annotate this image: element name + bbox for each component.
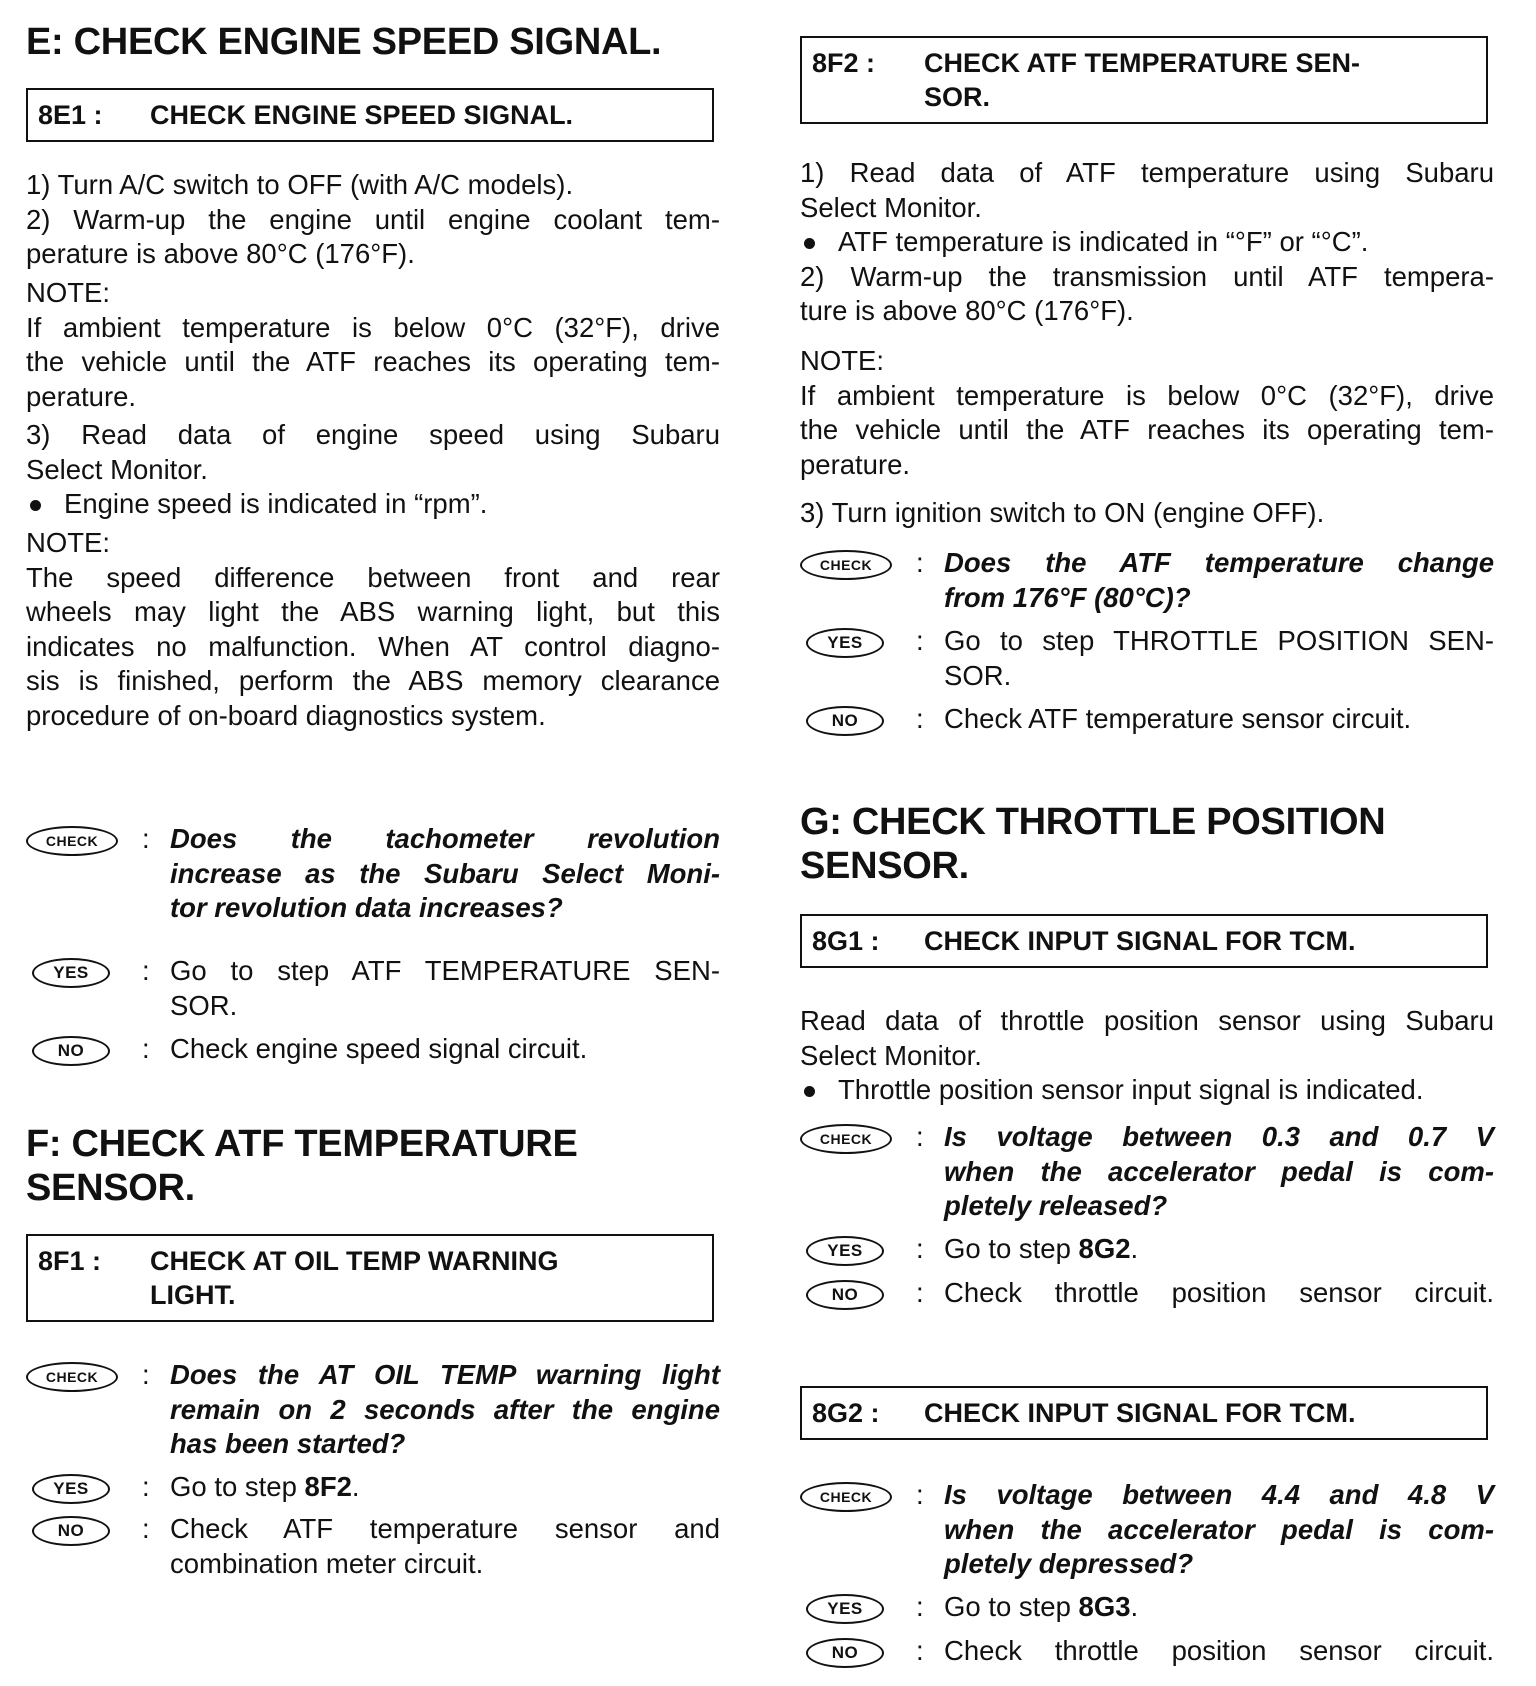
answer-line: Go to step ATF TEMPERATURE SEN-	[170, 955, 720, 986]
procedure-line: 2) Warm-up the engine until engine coolant tem-	[26, 203, 720, 235]
bullet-dot	[30, 500, 41, 511]
section-e-title: E: CHECK ENGINE SPEED SIGNAL.	[26, 21, 662, 63]
check-icon: CHECK	[800, 550, 892, 580]
procedure-line: Select Monitor.	[800, 191, 982, 223]
no-icon: NO	[32, 1036, 110, 1066]
yes-answer	[170, 954, 720, 1023]
note-label: NOTE:	[26, 527, 111, 558]
question-line: pletely released?	[944, 1190, 1168, 1221]
step-8f2-procedure	[800, 156, 1494, 329]
bullet-item	[26, 487, 720, 522]
question-line: pletely depressed?	[944, 1548, 1194, 1579]
step-reference: 8G3	[1078, 1591, 1131, 1622]
bullet-item	[800, 1073, 1494, 1108]
question-line: from 176°F (80°C)?	[944, 581, 1191, 613]
yes-icon: YES	[32, 1474, 110, 1504]
note-line: indicates no malfunction. When AT control diagno-	[26, 630, 720, 662]
note-line: wheels may light the ABS warning light, but this	[26, 596, 720, 627]
question-line: increase as the Subaru Select Moni-	[170, 857, 720, 889]
note-line: procedure of on-board diagnostics system.	[26, 699, 546, 731]
qa-colon: :	[142, 1359, 150, 1390]
qa-colon: :	[142, 1471, 150, 1502]
bullet-item	[800, 225, 1494, 260]
note-line: sis is finished, perform the ABS memory clearance	[26, 665, 720, 696]
no-icon: NO	[806, 1280, 884, 1310]
bullet-text: Engine speed is indicated in “rpm”.	[64, 488, 488, 519]
yes-answer	[944, 1232, 1494, 1267]
note-line: If ambient temperature is below 0°C (32°F), drive	[26, 311, 720, 343]
section-g-title-line: G: CHECK THROTTLE POSITION	[800, 801, 1386, 843]
note-line: If ambient temperature is below 0°C (32°F), drive	[800, 379, 1494, 411]
note-label: NOTE:	[26, 277, 111, 308]
question-line: when the accelerator pedal is com-	[944, 1513, 1494, 1545]
qa-colon: :	[916, 1635, 924, 1666]
yes-answer	[170, 1470, 720, 1505]
procedure-line: 3) Read data of engine speed using Subaru	[26, 419, 720, 450]
step-8f1-title	[150, 1244, 702, 1312]
note-label: NOTE:	[800, 345, 885, 376]
check-question	[944, 546, 1494, 615]
no-answer	[944, 702, 1494, 737]
question-line: tor revolution data increases?	[170, 892, 563, 923]
bullet-text: ATF temperature is indicated in “°F” or “°C”.	[838, 226, 1369, 257]
qa-colon: :	[916, 547, 924, 578]
check-question	[944, 1478, 1494, 1582]
check-question	[170, 1358, 720, 1462]
step-8f1-number: 8F1 :	[38, 1246, 102, 1276]
note-line: perature.	[26, 380, 137, 412]
check-icon: CHECK	[26, 1362, 118, 1392]
step-8f2-number: 8F2 :	[812, 48, 876, 78]
answer-line: Check throttle position sensor circuit.	[944, 1277, 1494, 1308]
question-line: Does the AT OIL TEMP warning light	[170, 1359, 720, 1390]
check-icon: CHECK	[800, 1482, 892, 1512]
question-line: remain on 2 seconds after the engine	[170, 1393, 720, 1425]
step-8e1-procedure-2	[26, 418, 720, 522]
step-8f1-title-line: LIGHT.	[150, 1280, 236, 1310]
procedure-line: Read data of throttle position sensor using Subaru	[800, 1005, 1494, 1036]
step-8e1-header	[26, 88, 714, 142]
procedure-line: ture is above 80°C (176°F).	[800, 295, 1134, 326]
question-line: Does the tachometer revolution	[170, 823, 720, 854]
answer-line: combination meter circuit.	[170, 1547, 484, 1579]
section-f-title-line: SENSOR.	[26, 1167, 195, 1209]
step-reference: 8F2	[304, 1471, 352, 1502]
no-answer	[170, 1032, 720, 1067]
no-answer	[170, 1512, 720, 1581]
step-8e1-number: 8E1 :	[38, 100, 103, 130]
step-8f1-header	[26, 1234, 714, 1322]
check-question	[944, 1120, 1494, 1224]
yes-answer	[944, 1590, 1494, 1625]
question-line: Is voltage between 4.4 and 4.8 V	[944, 1479, 1494, 1510]
step-8f2-title-line: SOR.	[924, 82, 991, 112]
step-8g1-procedure	[800, 1004, 1494, 1108]
qa-colon: :	[142, 823, 150, 854]
yes-icon: YES	[806, 1594, 884, 1624]
procedure-line: 1) Turn A/C switch to OFF (with A/C models).	[26, 169, 574, 200]
step-8g2-title: CHECK INPUT SIGNAL FOR TCM.	[924, 1398, 1356, 1428]
qa-colon: :	[142, 1033, 150, 1064]
step-8f2-header	[800, 36, 1488, 124]
no-answer	[944, 1276, 1494, 1311]
procedure-line: 1) Read data of ATF temperature using Subaru	[800, 157, 1494, 188]
procedure-line: Select Monitor.	[26, 453, 208, 485]
qa-colon: :	[916, 1479, 924, 1510]
procedure-line: 3) Turn ignition switch to ON (engine OFF).	[800, 497, 1325, 528]
step-8e1-note-2	[26, 526, 720, 733]
procedure-line: 2) Warm-up the transmission until ATF tempera-	[800, 260, 1494, 292]
step-8e1-procedure	[26, 168, 720, 272]
check-question	[170, 822, 720, 926]
qa-colon: :	[916, 703, 924, 734]
no-icon: NO	[806, 706, 884, 736]
no-icon: NO	[806, 1638, 884, 1668]
procedure-line: perature is above 80°C (176°F).	[26, 238, 415, 269]
step-8f2-title	[924, 46, 1476, 114]
answer-line: Check throttle position sensor circuit.	[944, 1635, 1494, 1666]
answer-line: Go to step THROTTLE POSITION SEN-	[944, 625, 1494, 656]
step-8f2-note	[800, 344, 1494, 482]
answer-prefix: Go to step	[944, 1233, 1079, 1264]
answer-line: Check engine speed signal circuit.	[170, 1033, 588, 1064]
procedure-line: Select Monitor.	[800, 1039, 982, 1071]
no-answer	[944, 1634, 1494, 1669]
step-8g1-number: 8G1 :	[812, 926, 880, 956]
answer-suffix: .	[1130, 1591, 1139, 1622]
yes-answer	[944, 624, 1494, 693]
step-8f2-step3	[800, 496, 1494, 531]
answer-line: SOR.	[944, 659, 1012, 691]
section-g-title	[800, 800, 1500, 888]
section-f-title-line: F: CHECK ATF TEMPERATURE	[26, 1123, 578, 1165]
question-line: Does the ATF temperature change	[944, 547, 1494, 578]
step-8g1-header	[800, 914, 1488, 968]
qa-colon: :	[916, 1277, 924, 1308]
qa-colon: :	[142, 1513, 150, 1544]
answer-prefix: Go to step	[944, 1591, 1079, 1622]
bullet-dot	[804, 238, 815, 249]
note-line: the vehicle until the ATF reaches its operating tem-	[800, 414, 1494, 445]
section-g-title-line: SENSOR.	[800, 845, 969, 887]
step-reference: 8G2	[1078, 1233, 1131, 1264]
qa-colon: :	[916, 1233, 924, 1264]
qa-colon: :	[916, 1121, 924, 1152]
answer-line: Check ATF temperature sensor circuit.	[944, 703, 1412, 734]
step-8e1-title: CHECK ENGINE SPEED SIGNAL.	[150, 100, 574, 130]
answer-line: Check ATF temperature sensor and	[170, 1513, 720, 1544]
answer-suffix: .	[1130, 1233, 1139, 1264]
answer-line: SOR.	[170, 989, 238, 1021]
yes-icon: YES	[806, 628, 884, 658]
yes-icon: YES	[32, 958, 110, 988]
qa-colon: :	[916, 625, 924, 656]
step-8f2-title-line: CHECK ATF TEMPERATURE SEN-	[924, 48, 1360, 78]
qa-colon: :	[142, 955, 150, 986]
note-line: The speed difference between front and rear	[26, 561, 720, 593]
yes-icon: YES	[806, 1236, 884, 1266]
qa-colon: :	[916, 1591, 924, 1622]
check-icon: CHECK	[800, 1124, 892, 1154]
check-icon: CHECK	[26, 826, 118, 856]
step-8f1-title-line: CHECK AT OIL TEMP WARNING	[150, 1246, 559, 1276]
step-8g2-number: 8G2 :	[812, 1398, 880, 1428]
note-line: the vehicle until the ATF reaches its operating tem-	[26, 346, 720, 377]
step-8g2-header	[800, 1386, 1488, 1440]
answer-suffix: .	[351, 1471, 360, 1502]
answer-prefix: Go to step	[170, 1471, 305, 1502]
step-8e1-note-1	[26, 276, 720, 414]
step-8g1-title: CHECK INPUT SIGNAL FOR TCM.	[924, 926, 1356, 956]
bullet-dot	[804, 1086, 815, 1097]
no-icon: NO	[32, 1516, 110, 1546]
section-f-title	[26, 1122, 726, 1210]
question-line: has been started?	[170, 1428, 406, 1459]
bullet-text: Throttle position sensor input signal is indicated.	[838, 1074, 1424, 1105]
note-line: perature.	[800, 448, 911, 480]
question-line: when the accelerator pedal is com-	[944, 1155, 1494, 1187]
question-line: Is voltage between 0.3 and 0.7 V	[944, 1121, 1494, 1152]
